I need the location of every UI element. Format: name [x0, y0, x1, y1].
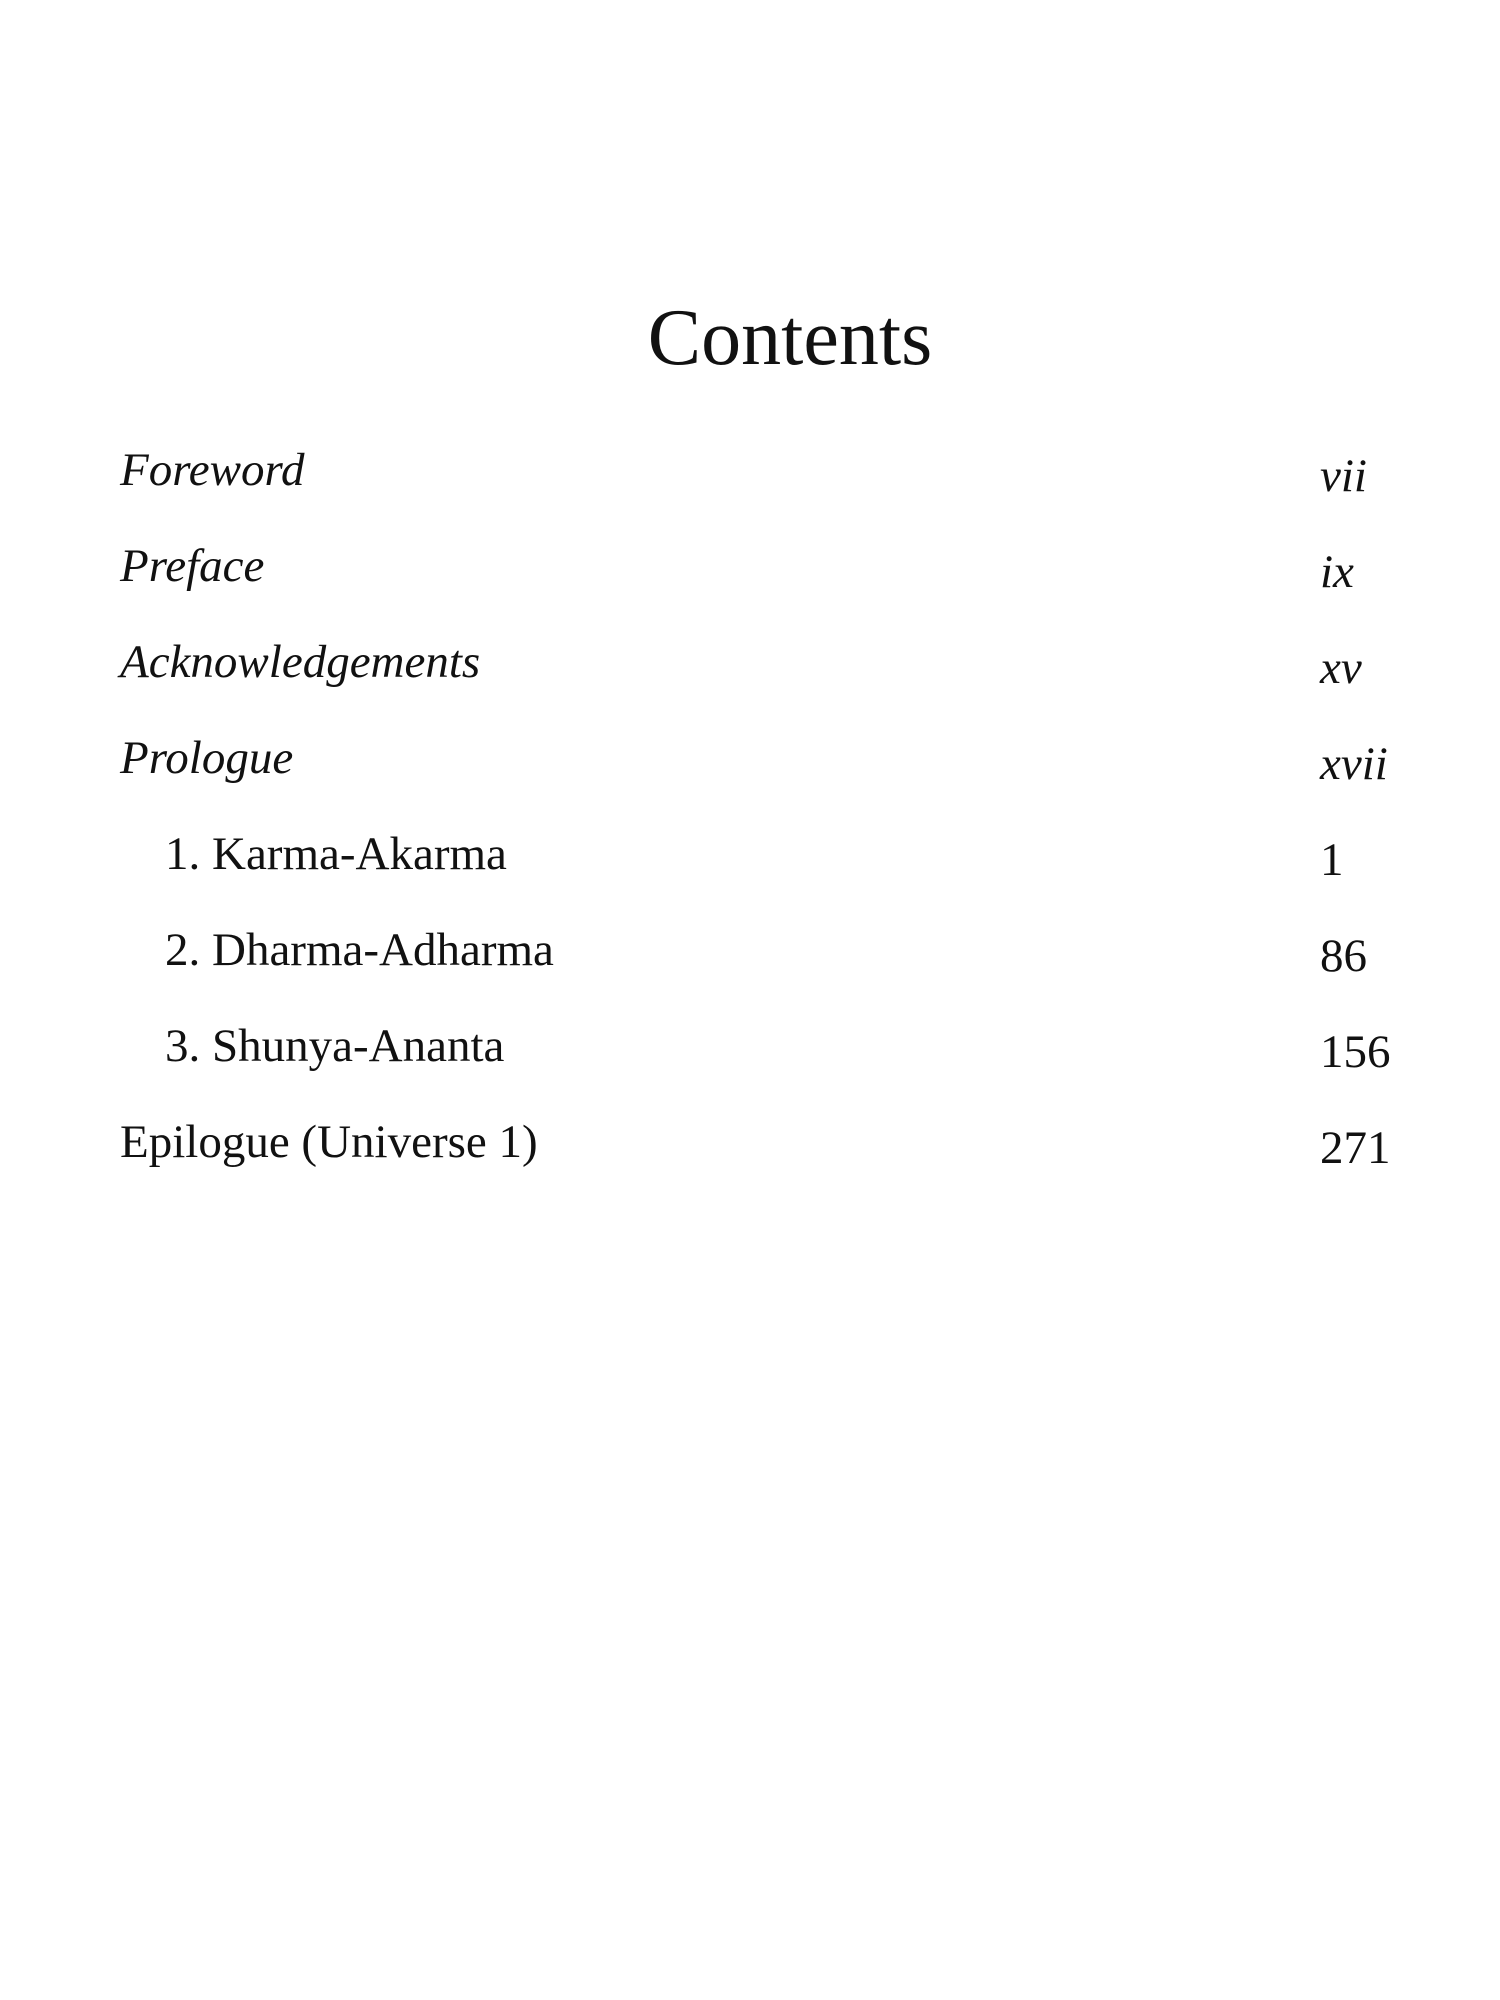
toc-entry-label: 2. Dharma-Adharma [165, 924, 554, 976]
toc-entry-chapter-1 [0, 824, 1500, 920]
toc-entry-label: Preface [120, 540, 265, 592]
toc-entry-preface [0, 536, 1500, 632]
toc-entry-page: xvii [1320, 738, 1388, 790]
toc-entry-foreword [0, 440, 1500, 536]
toc-entry-chapter-2 [0, 920, 1500, 1016]
toc-entry-page: 1 [1320, 834, 1344, 886]
toc-entry-label: Foreword [120, 444, 305, 496]
toc-entry-label: Epilogue (Universe 1) [120, 1116, 538, 1168]
toc-entry-page: ix [1320, 546, 1354, 598]
page-title: Contents [647, 294, 933, 382]
toc-entry-label: Acknowledgements [120, 636, 481, 688]
toc-entry-epilogue [0, 1112, 1500, 1208]
toc-entry-page: 156 [1320, 1026, 1391, 1078]
toc-entry-chapter-3 [0, 1016, 1500, 1112]
table-of-contents [0, 440, 1500, 1208]
toc-entry-page: vii [1320, 450, 1367, 502]
toc-entry-prologue [0, 728, 1500, 824]
toc-entry-page: xv [1320, 642, 1362, 694]
toc-entry-label: 1. Karma-Akarma [165, 828, 507, 880]
toc-entry-label: Prologue [120, 732, 294, 784]
toc-entry-page: 271 [1320, 1122, 1391, 1174]
toc-entry-acknowledgements [0, 632, 1500, 728]
toc-entry-label: 3. Shunya-Ananta [165, 1020, 505, 1072]
toc-entry-page: 86 [1320, 930, 1367, 982]
